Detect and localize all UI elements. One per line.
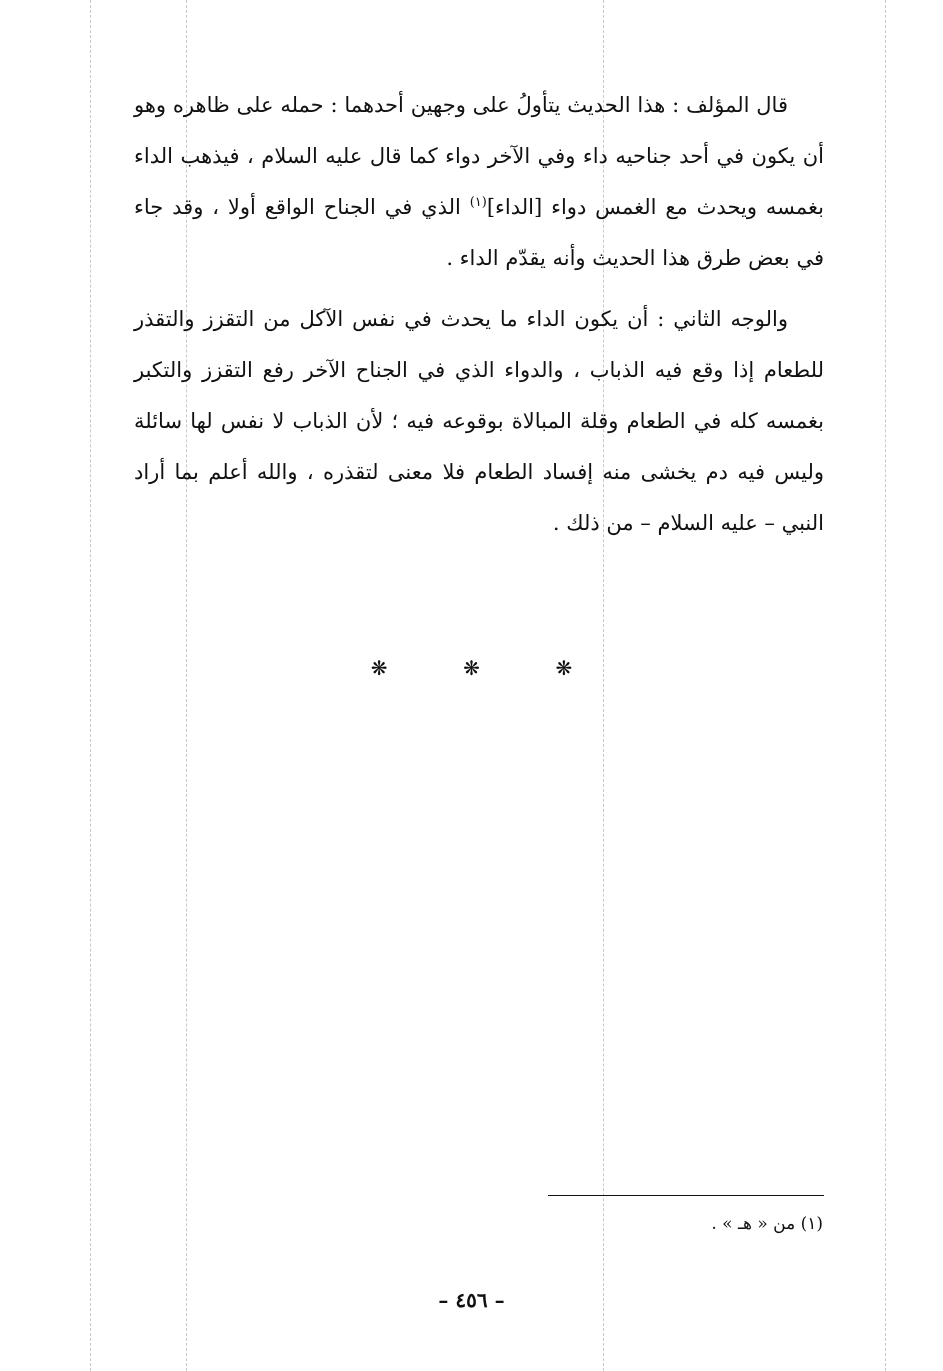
- page-number: – ٤٥٦ –: [438, 1288, 505, 1312]
- page-body: [134, 80, 824, 549]
- paragraph-1-continuation: الذي في الجناح الواقع أولا ، وقد جاء في بعض طرق هذا الحديث وأنه يقدّم الداء .: [134, 195, 824, 270]
- footnote-reference: (١): [469, 195, 487, 210]
- footnote: (١) من « هـ » .: [711, 1214, 823, 1234]
- scan-guide-line: [90, 0, 91, 1371]
- separator-ornament-icon: ❋: [555, 656, 573, 680]
- paragraph-2-text: والوجه الثاني : أن يكون الداء ما يحدث في نفس الآكل من التقزز والتقذر للطعام إذا وقع فيه الذباب ، والدواء الذي في الجناح الآخر رفع التقزز والتكبر بغمسه كله في الطعام وقلة المبالاة بوقوعه فيه ؛ لأن الذباب لا نفس لها سائلة وليس فيه دم يخشى منه إفساد الطعام فلا معنى لتقذره ، والله أعلم بما أراد النبي – عليه السلام – من ذلك .: [134, 307, 824, 535]
- paragraph-1-text: قال المؤلف : هذا الحديث يتأولُ على وجهين أحدهما : حمله على ظاهره وهو أن يكون في أحد جناحيه داء وفي الآخر دواء كما قال عليه السلام ، فيذهب الداء بغمسه ويحدث مع الغمس دواء [الداء]: [134, 93, 824, 219]
- paragraph-2: [134, 294, 824, 549]
- separator-ornament-icon: ❋: [463, 656, 480, 680]
- paragraph-1: [134, 80, 824, 284]
- scan-guide-line: [885, 0, 886, 1371]
- footnote-divider: [548, 1195, 824, 1196]
- separator-ornament-icon: ❋: [370, 656, 388, 680]
- section-separator: [0, 656, 943, 680]
